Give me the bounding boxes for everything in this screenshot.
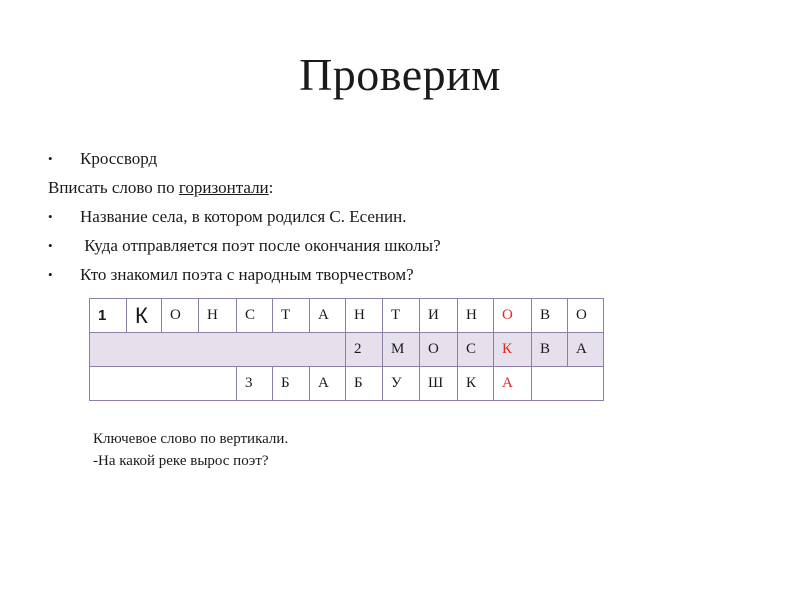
list-item (48, 260, 748, 289)
empty-cell (90, 333, 346, 367)
bullet-icon: • (48, 267, 53, 282)
instruction-line (48, 173, 748, 202)
list-item (48, 144, 748, 173)
crossword-key-cell: О (494, 299, 532, 333)
crossword-cell: А (310, 367, 346, 401)
bullet-icon: • (48, 238, 53, 253)
crossword-cell: Н (458, 299, 494, 333)
crossword-key-cell: А (494, 367, 532, 401)
crossword-cell: Н (199, 299, 237, 333)
row-number: 2 (346, 333, 383, 367)
crossword-cell: О (420, 333, 458, 367)
crossword-cell: Т (273, 299, 310, 333)
crossword-key-cell: К (494, 333, 532, 367)
instruction-underlined: горизонтали (178, 178, 269, 197)
crossword-cell: Т (383, 299, 420, 333)
note-line: -На какой реке вырос поэт? (93, 453, 269, 469)
crossword-cell: М (383, 333, 420, 367)
crossword-cell: Ш (420, 367, 458, 401)
crossword-cell: С (458, 333, 494, 367)
crossword-row-2 (90, 333, 604, 367)
crossword-cell: Б (273, 367, 310, 401)
slide-title: Проверим (299, 49, 501, 100)
crossword-cell: К (458, 367, 494, 401)
crossword-cell: У (383, 367, 420, 401)
key-word-note (93, 428, 288, 472)
bullet-icon: • (48, 209, 53, 224)
list-item-text: Куда отправляется поэт после окончания школы? (80, 236, 441, 255)
instruction-prefix: Вписать слово по (48, 178, 179, 197)
crossword-cell: А (310, 299, 346, 333)
bullet-icon: • (48, 151, 53, 166)
crossword-cell: С (237, 299, 273, 333)
crossword-cell: И (420, 299, 458, 333)
empty-cell (532, 367, 604, 401)
crossword-cell: К (127, 299, 162, 333)
crossword-row-1 (90, 299, 604, 333)
empty-cell (90, 367, 237, 401)
crossword-cell: О (162, 299, 199, 333)
task-list (48, 144, 748, 289)
list-item-text: Кто знакомил поэта с народным творчеством? (80, 265, 414, 284)
crossword-cell: Б (346, 367, 383, 401)
crossword-cell: О (568, 299, 604, 333)
list-item-text: Название села, в котором родился С. Есенин. (80, 207, 407, 226)
list-item-text: Кроссворд (80, 149, 158, 168)
crossword-cell: В (532, 333, 568, 367)
crossword-cell: А (568, 333, 604, 367)
list-item (48, 202, 748, 231)
list-item (48, 231, 748, 260)
crossword-cell: Н (346, 299, 383, 333)
note-line: Ключевое слово по вертикали. (93, 431, 289, 447)
instruction-suffix: : (268, 178, 274, 197)
row-number: 3 (237, 367, 273, 401)
row-number: 1 (90, 299, 127, 333)
crossword-grid (89, 298, 604, 401)
crossword-row-3 (90, 367, 604, 401)
crossword-cell: В (532, 299, 568, 333)
